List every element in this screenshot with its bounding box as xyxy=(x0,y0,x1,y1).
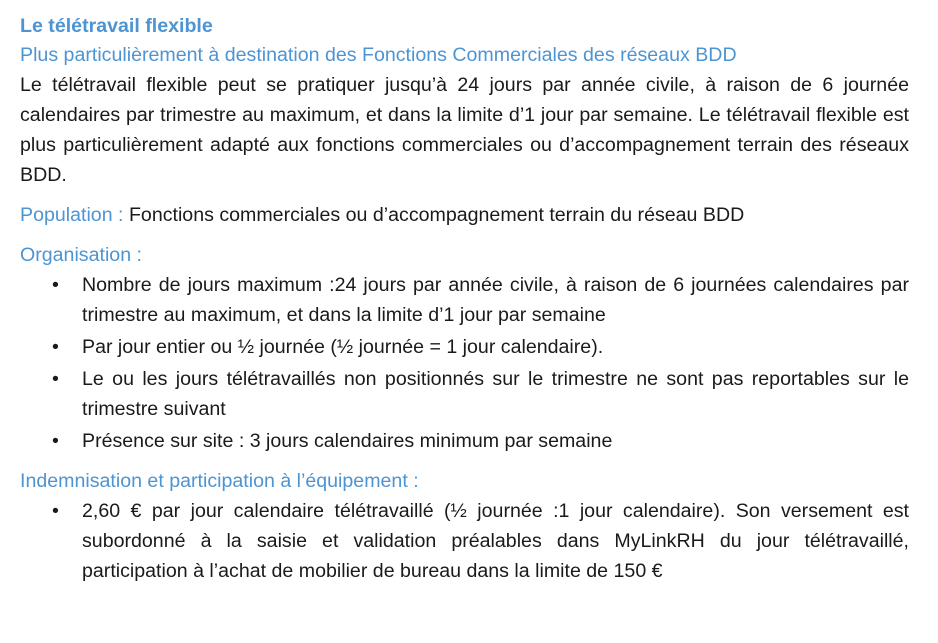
population-label: Population : xyxy=(20,204,124,226)
list-item-text: Par jour entier ou ½ journée (½ journée = 1 jour calendaire). xyxy=(82,336,604,358)
organisation-list xyxy=(20,270,909,456)
list-item xyxy=(20,364,909,424)
population-section xyxy=(20,200,909,230)
bullet-icon: • xyxy=(52,368,59,390)
bullet-icon: • xyxy=(52,274,59,296)
document-title: Le télétravail flexible xyxy=(20,15,213,37)
document xyxy=(20,12,909,588)
list-item xyxy=(20,496,909,586)
indemnisation-section xyxy=(20,466,909,586)
population-text: Fonctions commerciales ou d’accompagnement terrain du réseau BDD xyxy=(128,204,745,226)
organisation-label: Organisation : xyxy=(20,244,142,266)
list-item-text: Le ou les jours télétravaillés non positionnés sur le trimestre ne sont pas reportables sur le trimestre suivant xyxy=(82,368,909,420)
list-item xyxy=(20,332,909,362)
bullet-icon: • xyxy=(52,336,59,358)
bullet-icon: • xyxy=(52,430,59,452)
list-item xyxy=(20,426,909,456)
intro-paragraph: Le télétravail flexible peut se pratiquer jusqu’à 24 jours par année civile, à raison de 6 journée calendaires par trimestre au maximum, et dans la limite d’1 jour par semaine. Le télétravail flexible est plus particulièrement adapté aux fonctions commerciales ou d’accompagnement terrain des réseaux BDD. xyxy=(20,74,909,186)
document-subtitle: Plus particulièrement à destination des Fonctions Commerciales des réseaux BDD xyxy=(20,44,737,66)
list-item-text: 2,60 € par jour calendaire télétravaillé (½ journée :1 jour calendaire). Son versement est subordonné à la saisie et validation préalables dans MyLinkRH du jour télétravaillé, participation à l’achat de mobilier de bureau dans la limite de 150 € xyxy=(82,500,909,582)
list-item-text: Présence sur site : 3 jours calendaires minimum par semaine xyxy=(82,430,613,452)
indemnisation-label: Indemnisation et participation à l’équipement : xyxy=(20,470,419,492)
list-item-text: Nombre de jours maximum :24 jours par année civile, à raison de 6 journées calendaires par trimestre au maximum, et dans la limite d’1 jour par semaine xyxy=(82,274,909,326)
list-item xyxy=(20,270,909,330)
bullet-icon: • xyxy=(52,500,59,522)
organisation-section xyxy=(20,240,909,456)
indemnisation-list xyxy=(20,496,909,586)
